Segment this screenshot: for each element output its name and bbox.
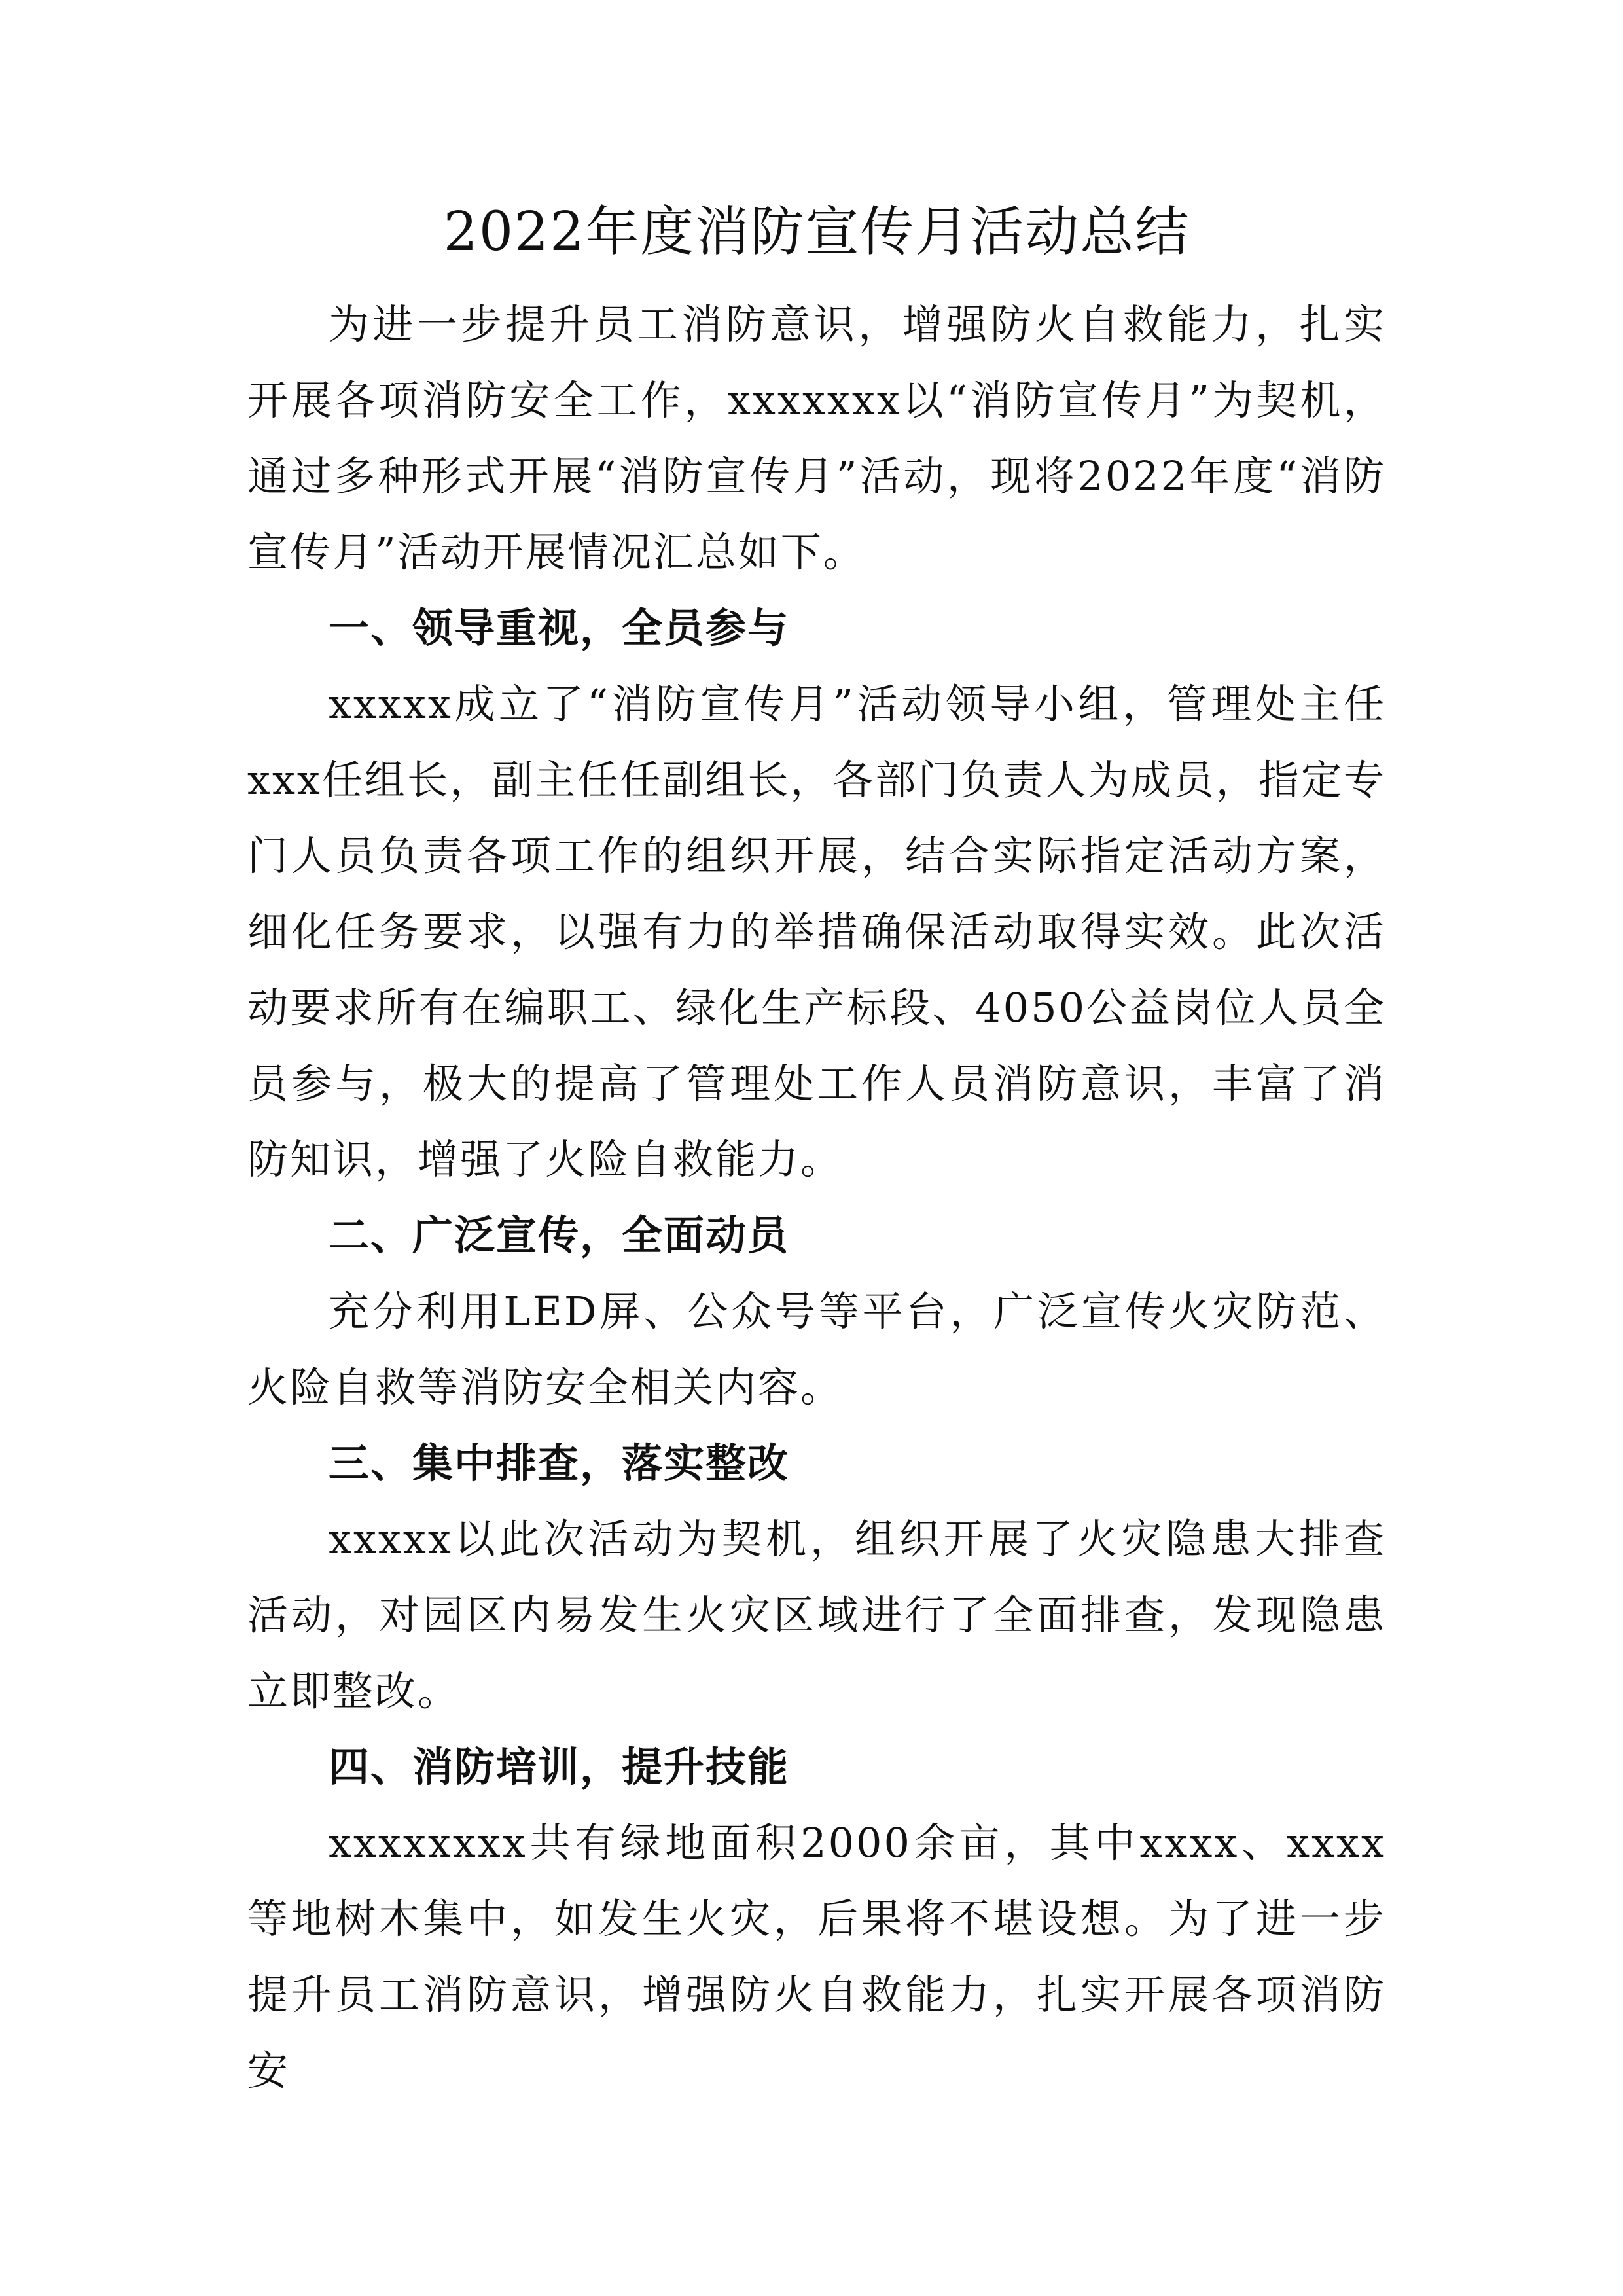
document-title: 2022年度消防宣传月活动总结 <box>443 201 1190 263</box>
section-body-2: 充分利用LED屏、公众号等平台，广泛宣传火灾防范、火险自救等消防安全相关内容。 <box>247 1287 1386 1411</box>
document-page <box>247 196 1386 2109</box>
section-body-1: xxxxx成立了“消防宣传月”活动领导小组，管理处主任xxx任组长，副主任任副组长，各部门负责人为成员，指定专门人员负责各项工作的组织开展，结合实际指定活动方案，细化任务要求，以强有力的举措确保活动取得实效。此次活动要求所有在编职工、绿化生产标段、4050公益岗位人员全员参与，极大的提高了管理处工作人员消防意识，丰富了消防知识，增强了火险自救能力。 <box>247 680 1386 1183</box>
section-heading-3: 三、集中排查，落实整改 <box>329 1439 790 1487</box>
intro-paragraph: 为进一步提升员工消防意识，增强防火自救能力，扎实开展各项消防安全工作，xxxxxxx以“消防宣传月”为契机，通过多种形式开展“消防宣传月”活动，现将2022年度“消防宣传月”活动开展情况汇总如下。 <box>247 300 1386 576</box>
section-heading-2: 二、广泛宣传，全面动员 <box>329 1211 790 1259</box>
section-body-4: xxxxxxxx共有绿地面积2000余亩，其中xxxx、xxxx等地树木集中，如发生火灾，后果将不堪设想。为了进一步提升员工消防意识，增强防火自救能力，扎实开展各项消防安 <box>247 1819 1386 2094</box>
section-heading-4: 四、消防培训，提升技能 <box>329 1743 790 1791</box>
section-body-3: xxxxx以此次活动为契机，组织开展了火灾隐患大排查活动，对园区内易发生火灾区域进行了全面排查，发现隐患立即整改。 <box>247 1515 1386 1715</box>
section-heading-1: 一、领导重视，全员参与 <box>329 604 790 652</box>
